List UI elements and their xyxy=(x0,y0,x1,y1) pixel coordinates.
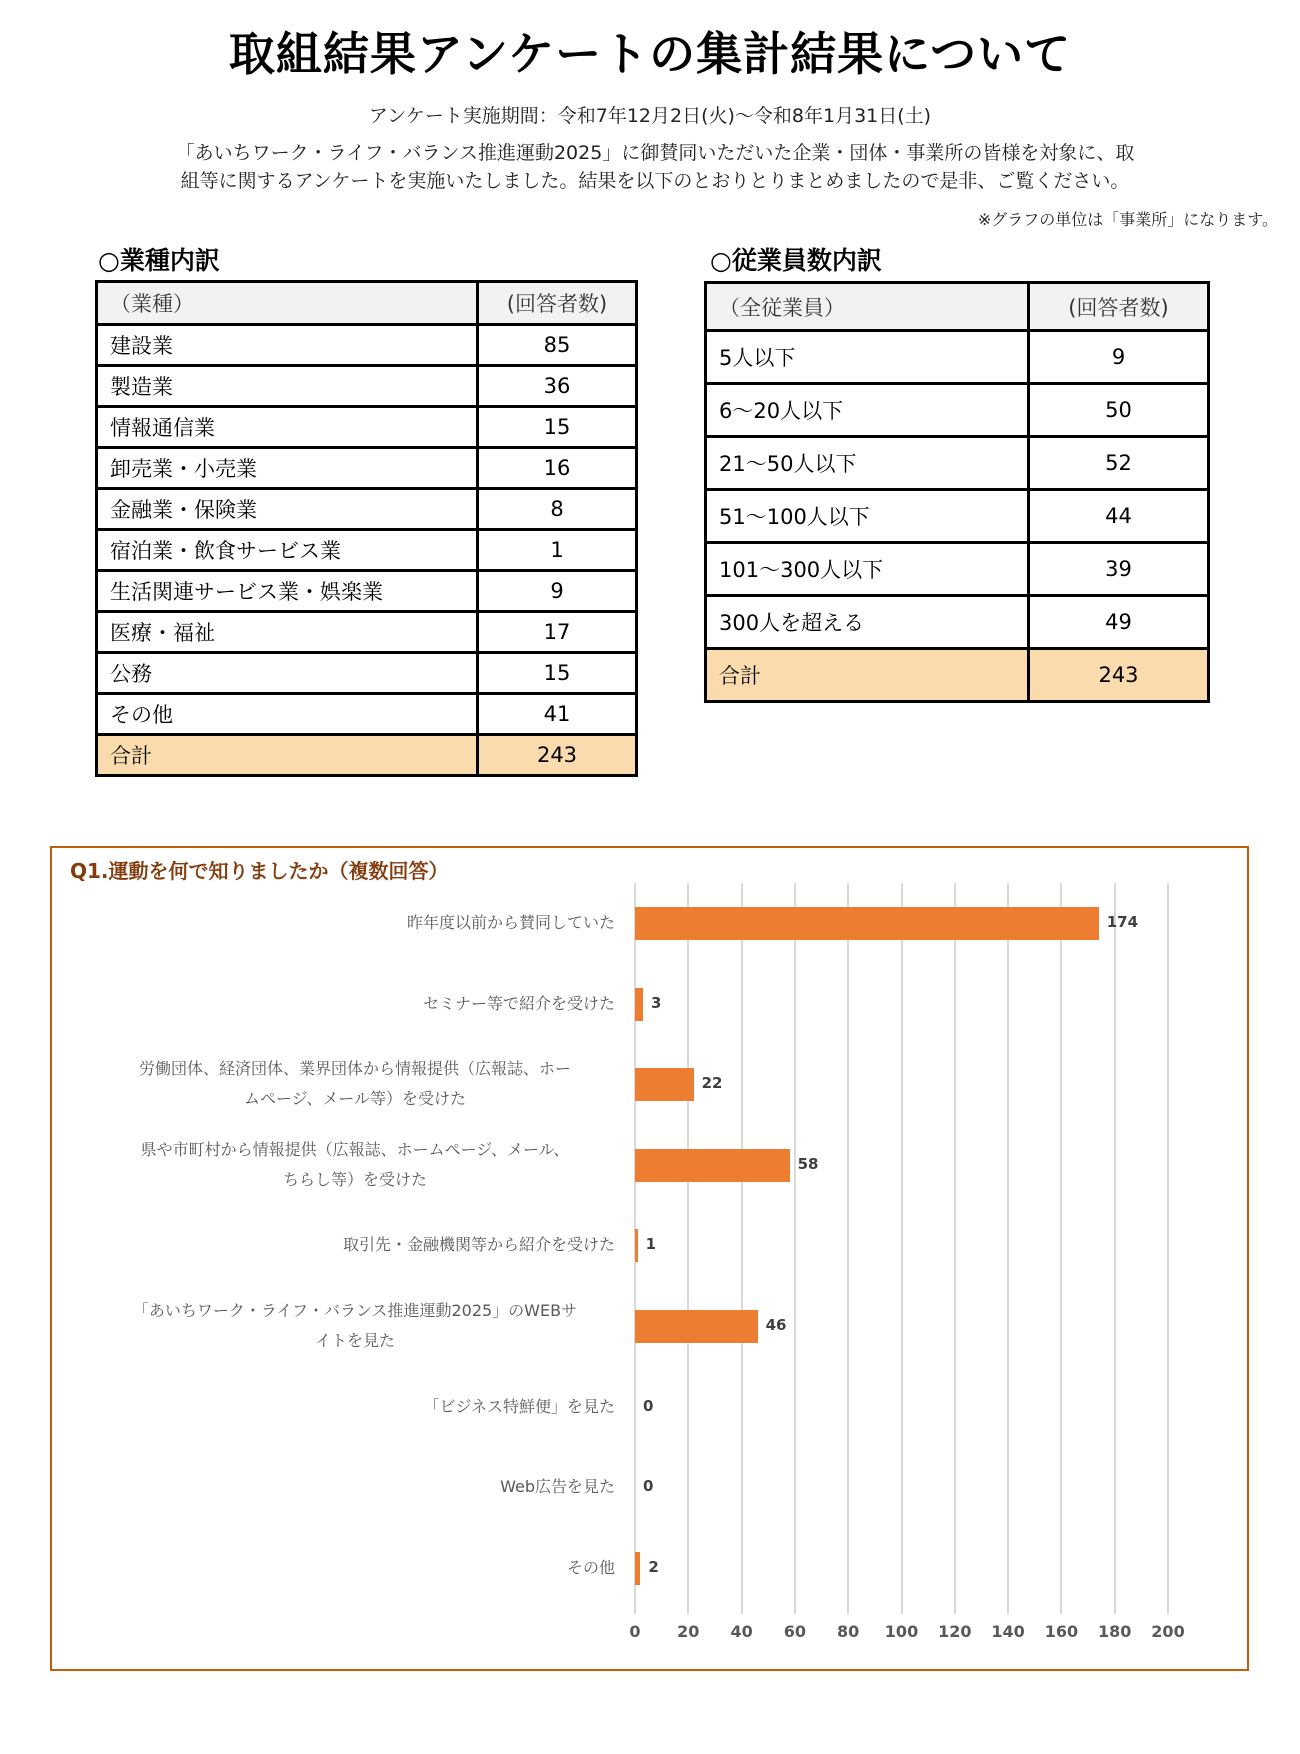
row-label: 6～20人以下 xyxy=(706,384,1029,437)
row-label: 300人を超える xyxy=(706,596,1029,649)
row-value: 39 xyxy=(1029,543,1209,596)
total-row xyxy=(706,649,1209,702)
category-label xyxy=(95,1472,615,1502)
column-header-count: (回答者数) xyxy=(478,282,637,325)
x-tick-label: 60 xyxy=(783,1622,807,1641)
row-label: 生活関連サービス業・娯楽業 xyxy=(97,571,478,612)
row-value: 52 xyxy=(1029,437,1209,490)
total-label: 合計 xyxy=(97,735,478,776)
category-label xyxy=(95,1392,615,1422)
row-label: 金融業・保険業 xyxy=(97,489,478,530)
row-value: 36 xyxy=(478,366,637,407)
category-label-line: セミナー等で紹介を受けた xyxy=(422,993,615,1013)
category-label-line: 取引先・金融機関等から紹介を受けた xyxy=(342,1235,615,1255)
total-value: 243 xyxy=(478,735,637,776)
x-tick-label: 180 xyxy=(1097,1622,1132,1641)
table-row xyxy=(706,437,1209,490)
row-value: 8 xyxy=(478,489,637,530)
industry-table xyxy=(95,280,638,777)
page-title: 取組結果アンケートの集計結果について xyxy=(228,27,1072,81)
unit-note: ※グラフの単位は「事業所」になります。 xyxy=(977,210,1278,229)
gridline xyxy=(741,883,743,1614)
category-label-line: 「あいちワーク・ライフ・バランス推進運動2025」のWEBサ xyxy=(132,1301,578,1320)
category-label-line: 「ビジネス特鮮便」を見た xyxy=(423,1396,615,1416)
gridline xyxy=(847,883,849,1614)
x-tick-label: 20 xyxy=(677,1622,700,1641)
table-row xyxy=(97,694,637,735)
bar-value-label: 58 xyxy=(797,1154,819,1173)
bar-value-label: 3 xyxy=(650,993,662,1012)
category-label-line: ちらし等）を受けた xyxy=(282,1169,427,1189)
bar-value-label: 1 xyxy=(645,1235,657,1254)
row-label: 公務 xyxy=(97,653,478,694)
table-row xyxy=(706,384,1209,437)
table-row xyxy=(97,325,637,366)
table-row xyxy=(97,653,637,694)
bar xyxy=(635,907,1099,940)
table-row xyxy=(97,530,637,571)
table-row xyxy=(97,612,637,653)
row-value: 41 xyxy=(478,694,637,735)
intro-text xyxy=(70,139,1240,195)
category-label xyxy=(95,1296,615,1356)
table-row xyxy=(706,543,1209,596)
table-row xyxy=(97,448,637,489)
table-row xyxy=(97,571,637,612)
bar-value-label: 174 xyxy=(1106,913,1139,931)
row-value: 85 xyxy=(478,325,637,366)
x-tick-label: 40 xyxy=(730,1622,753,1641)
category-label-line: Web広告を見た xyxy=(500,1477,615,1497)
gridline xyxy=(687,883,689,1614)
total-label: 合計 xyxy=(706,649,1029,702)
column-header-employees: （全従業員） xyxy=(706,283,1029,331)
bar-value-label: 22 xyxy=(701,1074,723,1093)
industry-heading: ○業種内訳 xyxy=(98,246,220,275)
bar xyxy=(635,1068,694,1101)
bar xyxy=(635,988,643,1021)
bar xyxy=(635,1229,638,1262)
table-row xyxy=(706,490,1209,543)
bar-value-label: 0 xyxy=(643,1396,654,1415)
table-row xyxy=(706,331,1209,384)
bar-value-label: 46 xyxy=(765,1316,787,1334)
table-row xyxy=(706,596,1209,649)
row-label: 101～300人以下 xyxy=(706,543,1029,596)
employees-table xyxy=(704,281,1210,703)
gridline xyxy=(1167,883,1169,1614)
row-label: 製造業 xyxy=(97,366,478,407)
category-label-line: イトを見た xyxy=(314,1331,395,1350)
total-row xyxy=(97,735,637,776)
column-header-industry: （業種） xyxy=(97,282,478,325)
row-value: 9 xyxy=(478,571,637,612)
x-tick-label: 140 xyxy=(991,1622,1025,1641)
x-tick-label: 80 xyxy=(837,1622,860,1641)
employees-heading: ○従業員数内訳 xyxy=(710,246,882,275)
row-label: 宿泊業・飲食サービス業 xyxy=(97,530,478,571)
category-label-line: 県や市町村から情報提供（広報誌、ホームページ、メール、 xyxy=(140,1139,570,1159)
row-value: 1 xyxy=(478,530,637,571)
row-value: 49 xyxy=(1029,596,1209,649)
category-label-line: 昨年度以前から賛同していた xyxy=(406,913,615,932)
intro-line-1: 「あいちワーク・ライフ・バランス推進運動2025」に御賛同いただいた企業・団体・事業所の皆様を対象に、取 xyxy=(175,142,1135,164)
gridline xyxy=(1060,883,1062,1614)
table-row xyxy=(97,489,637,530)
x-tick-label: 100 xyxy=(884,1622,919,1641)
row-value: 9 xyxy=(1029,331,1209,384)
x-tick-label: 120 xyxy=(938,1622,972,1641)
x-tick-label: 160 xyxy=(1044,1622,1079,1641)
row-label: 情報通信業 xyxy=(97,407,478,448)
row-value: 50 xyxy=(1029,384,1209,437)
table-row xyxy=(97,366,637,407)
survey-period: アンケート実施期間：令和7年12月2日(火)～令和8年1月31日(土) xyxy=(368,105,932,127)
row-label: 建設業 xyxy=(97,325,478,366)
chart-title: Q1.運動を何で知りましたか（複数回答） xyxy=(70,859,449,883)
category-label xyxy=(95,908,615,938)
category-label xyxy=(95,1553,615,1583)
gridline xyxy=(954,883,956,1614)
column-header-count: (回答者数) xyxy=(1029,283,1209,331)
category-label xyxy=(95,1135,615,1195)
bar xyxy=(635,1149,790,1182)
category-label-line: ムページ、メール等）を受けた xyxy=(243,1089,467,1109)
row-label: 51～100人以下 xyxy=(706,490,1029,543)
bar xyxy=(635,1552,640,1585)
table-header-row xyxy=(97,282,637,325)
row-label: その他 xyxy=(97,694,478,735)
row-value: 16 xyxy=(478,448,637,489)
row-value: 44 xyxy=(1029,490,1209,543)
row-value: 17 xyxy=(478,612,637,653)
gridline xyxy=(1007,883,1009,1614)
category-label-line: その他 xyxy=(566,1557,615,1577)
table-header-row xyxy=(706,283,1209,331)
intro-line-2: 組等に関するアンケートを実施いたしました。結果を以下のとおりとりまとめましたので是非、ご覧ください。 xyxy=(180,170,1130,192)
bar-value-label: 0 xyxy=(643,1477,654,1496)
bar-value-label: 2 xyxy=(648,1557,659,1576)
category-label xyxy=(95,1054,615,1114)
row-label: 卸売業・小売業 xyxy=(97,448,478,489)
category-label xyxy=(95,989,615,1019)
table-row xyxy=(97,407,637,448)
row-value: 15 xyxy=(478,653,637,694)
gridline xyxy=(901,883,903,1614)
x-tick-label: 0 xyxy=(629,1622,641,1641)
row-value: 15 xyxy=(478,407,637,448)
category-label-line: 労働団体、経済団体、業界団体から情報提供（広報誌、ホー xyxy=(138,1059,571,1079)
gridline xyxy=(1114,883,1116,1614)
gridline xyxy=(794,883,796,1614)
x-tick-label: 200 xyxy=(1151,1622,1185,1641)
row-label: 5人以下 xyxy=(706,331,1029,384)
total-value: 243 xyxy=(1029,649,1209,702)
row-label: 21～50人以下 xyxy=(706,437,1029,490)
category-label xyxy=(95,1230,615,1260)
row-label: 医療・福祉 xyxy=(97,612,478,653)
bar xyxy=(635,1310,758,1343)
